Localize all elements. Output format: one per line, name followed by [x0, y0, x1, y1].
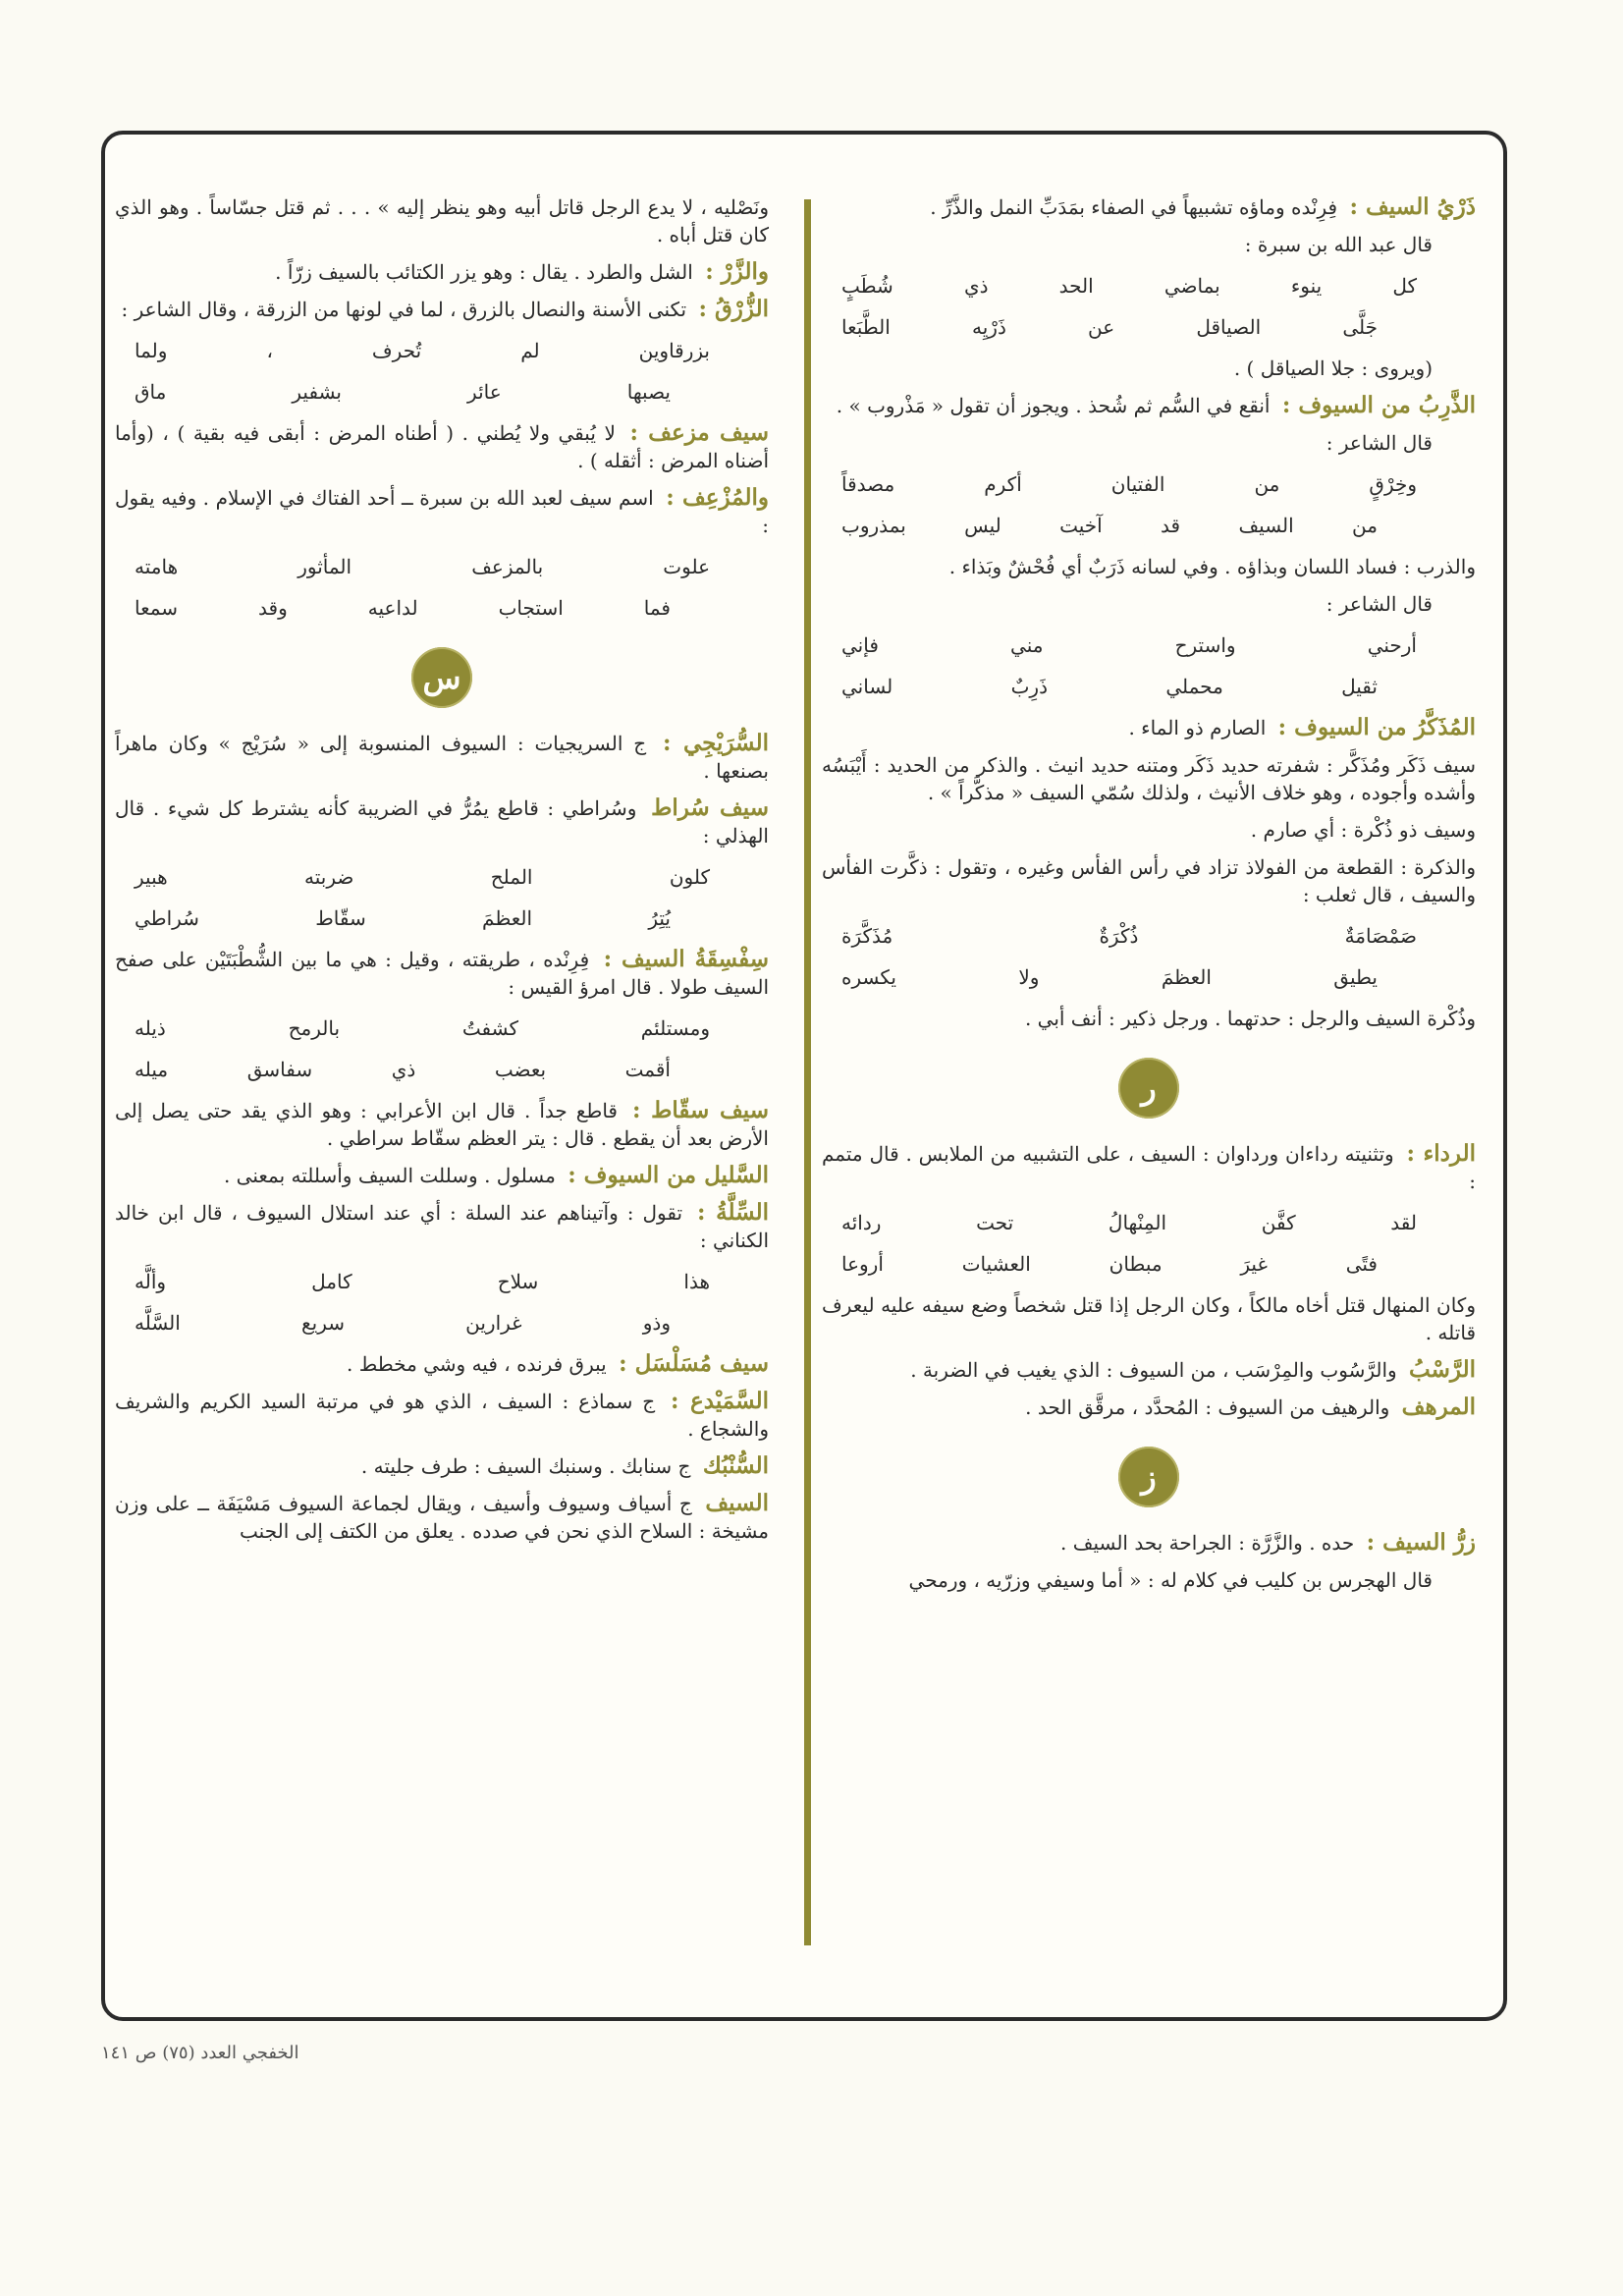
entry-text: ج السريجيات : السيوف المنسوبة إلى « سُرَيْج » وكان ماهراً بصنعها .: [115, 732, 769, 783]
entry-headword: زرُّ السيف :: [1366, 1529, 1476, 1556]
dictionary-entry: [115, 730, 769, 785]
dictionary-entry: [822, 1529, 1476, 1557]
page-footer: الخفجي العدد (٧٥) ص ١٤١: [101, 2043, 299, 2063]
entry-headword: الرَّسْبُ: [1409, 1356, 1476, 1383]
entry-headword: المرهف: [1401, 1394, 1476, 1420]
paragraph: [822, 816, 1476, 844]
entry-headword: السَّليل من السيوف :: [568, 1162, 769, 1188]
paragraph: [822, 231, 1476, 258]
entry-headword: المُذَكَّرُ من السيوف :: [1277, 714, 1476, 740]
verse-line: أقمت بعضب ذي سفاسق ميله: [135, 1058, 671, 1081]
dictionary-entry: [822, 1140, 1476, 1195]
entry-text: مسلول . وسللت السيف وأسللته بمعنى .: [223, 1164, 556, 1187]
entry-text: قال الهجرس بن كليب في كلام له : « أما وسيفي وزرّيه ، ورمحي: [908, 1568, 1433, 1592]
verse-line: بزرقاوين لم تُحرف ، ولما: [135, 339, 710, 362]
poem-verse: [822, 470, 1476, 539]
dictionary-entry: [115, 1097, 769, 1152]
dictionary-entry: [115, 1388, 769, 1443]
entry-headword: سيف سُراط: [651, 794, 770, 821]
entry-text: وسُراطي : قاطع يمُرُّ في الضريبة كأنه يشترط كل شيء . قال الهذلي :: [115, 796, 769, 847]
verse-line: كلون الملح ضربته هبير: [135, 865, 710, 889]
entry-headword: السُّرَيْجِي :: [662, 730, 769, 756]
entry-text: والرَّسُوب والمِرْسَب ، من السيوف : الذي يغيب في الضربة .: [910, 1358, 1397, 1382]
verse-line: يُتِرُ العظمَ سقّاط سُراطي: [135, 906, 671, 930]
dictionary-entry: [822, 392, 1476, 419]
poem-verse: [822, 631, 1476, 700]
verse-line: جَلَّى الصياقل عن ذَرْيِه الطَّبَعا: [841, 315, 1378, 339]
poem-verse: [115, 553, 769, 622]
verse-line: كل ينوء بماضي الحد ذي شُطَبٍ: [841, 274, 1417, 298]
entry-headword: والزَّرْ :: [705, 258, 769, 285]
entry-headword: ذَرْيُ السيف :: [1349, 193, 1476, 220]
entry-text: فِرِنْده ، طريقته ، وقيل : هي ما بين الشُّطْبَتَيْن على صفح السيف طولا . قال امرؤ القيس :: [115, 948, 769, 999]
entry-text: والذرب : فساد اللسان وبذاؤه . وفي لسانه ذَرَبٌ أي فُحْشٌ وبَذاء .: [948, 555, 1476, 578]
poem-verse: [115, 1268, 769, 1337]
verse-line: وذو غرارين سريع السَّلَّه: [135, 1311, 671, 1335]
entry-text: حده . والزَّرَّة : الجراحة بحد السيف .: [1060, 1531, 1355, 1555]
entry-headword: السُّنْبُك: [702, 1452, 769, 1479]
verse-line: يطيق العظمَ ولا يكسره: [841, 965, 1378, 989]
entry-headword: سيف مُسَلْسَل :: [619, 1350, 769, 1377]
paragraph: [822, 429, 1476, 457]
verse-line: فما استجاب لداعيه وقد سمعا: [135, 596, 671, 620]
entry-text: قال عبد الله بن سبرة :: [1244, 233, 1433, 256]
entry-headword: سِفْسِقَةُ السيف :: [603, 946, 770, 972]
entry-headword: السَّمَيْدع :: [671, 1388, 770, 1414]
entry-text: ونَصْليه ، لا يدع الرجل قاتل أبيه وهو ينظر إليه » . . . ثم قتل جسّاساً . وهو الذي كان قتل أباه .: [115, 195, 769, 246]
entry-text: الشل والطرد . يقال : وهو يزر الكتائب بالسيف زرّاً .: [275, 260, 693, 284]
entry-headword: الذَّرِبُ من السيوف :: [1281, 392, 1476, 418]
entry-text: وذُكْرة السيف والرجل : حدتهما . ورجل ذكير : أنف أبي .: [1024, 1007, 1476, 1030]
verse-line: من السيف قد آخيت ليس بمذروب: [841, 514, 1378, 537]
dictionary-entry: [115, 1199, 769, 1254]
entry-text: والذكرة : القطعة من الفولاذ تزاد في رأس الفأس وغيره ، وتقول : ذكَّرت الفأس والسيف ، قال ثعلب :: [822, 855, 1476, 906]
section-letter-emblem: س: [411, 647, 472, 708]
dictionary-entry: [115, 1350, 769, 1378]
entry-text: سيف ذَكَر ومُذَكَّر : شفرته حديد ذَكَر ومتنه حديد انيث . والذكر من الحديد : أَيْبَسُه وأشده وأجوده ، وهو خلاف الأنيث ، ولذلك سُمّي السيف « مذكَّراً » .: [822, 753, 1476, 804]
entry-text: والرهيف من السيوف : المُحدَّد ، مرقَّق الحد .: [1025, 1395, 1390, 1419]
entry-headword: الزُّرْقُ :: [698, 296, 769, 322]
entry-headword: الرداء :: [1406, 1140, 1476, 1167]
entry-text: قال الشاعر :: [1325, 592, 1433, 616]
verse-line: فتًى غيرَ مبطان العشيات أروعا: [841, 1252, 1378, 1276]
dictionary-entry: [822, 1394, 1476, 1421]
paragraph: [822, 1005, 1476, 1032]
entry-text: وكان المنهال قتل أخاه مالكاً ، وكان الرجل إذا قتل شخصاً وضع سيفه عليه ليعرف قاتله .: [822, 1293, 1476, 1344]
poem-verse: [115, 1014, 769, 1083]
entry-text: اسم سيف لعبد الله بن سبرة ــ أحد الفتاك في الإسلام . وفيه يقول :: [115, 486, 769, 537]
verse-line: يصبها عائر بشفير ماق: [135, 380, 671, 404]
dictionary-entry: [115, 1452, 769, 1480]
entry-text: الصارم ذو الماء .: [1128, 716, 1267, 739]
verse-line: ثقيل محملي ذَرِبٌ لساني: [841, 675, 1378, 698]
verse-line: وخِرْقٍ من الفتيان أكرم مصدقاً: [841, 472, 1417, 496]
entry-text: قاطع جداً . قال ابن الأعرابي : وهو الذي يقد حتى يصل إلى الأرض بعد أن يقطع . قال : يتر العظم سقّاط سراطي .: [115, 1099, 769, 1150]
paragraph: [822, 590, 1476, 618]
entry-text: أنقع في السُّم ثم شُحذ . ويجوز أن تقول « مَذْروب » .: [836, 394, 1271, 417]
dictionary-entry: [822, 1356, 1476, 1384]
dictionary-entry: [115, 1490, 769, 1545]
paragraph: [822, 355, 1476, 382]
column-divider: [804, 199, 811, 1945]
poem-verse: [822, 1209, 1476, 1278]
left-column: [115, 193, 769, 1997]
paragraph: [822, 751, 1476, 806]
entry-text: وتثنيته رداءان ورداوان : السيف ، على التشبيه من الملابس . قال متمم :: [822, 1142, 1476, 1193]
entry-text: لا يُبقي ولا يُطني . ( أطناه المرض : أبقى فيه بقية ) ، (وأما أضناه المرض : أثقله ) .: [115, 421, 769, 472]
entry-text: ج أسياف وسيوف وأسيف ، ويقال لجماعة السيوف مَسْيَفَة ــ على وزن مشيخة : السلاح الذي نحن في صدده . يعلق من الكتف إلى الجنب: [115, 1492, 769, 1543]
paragraph: [822, 553, 1476, 580]
entry-headword: والمُزْعِف :: [666, 484, 769, 511]
dictionary-entry: [115, 419, 769, 474]
entry-text: ج سنابك . وسنبك السيف : طرف جليته .: [360, 1454, 691, 1478]
article-frame: [101, 131, 1507, 2021]
dictionary-entry: [822, 714, 1476, 741]
poem-verse: [115, 337, 769, 406]
dictionary-entry: [115, 484, 769, 539]
paragraph: [822, 1291, 1476, 1346]
dictionary-entry: [822, 193, 1476, 221]
dictionary-entry: [115, 296, 769, 323]
dictionary-entry: [115, 794, 769, 849]
poem-verse: [822, 922, 1476, 991]
poem-verse: [822, 272, 1476, 341]
section-letter-emblem: ز: [1118, 1447, 1179, 1507]
dictionary-entry: [115, 946, 769, 1001]
verse-line: أرحني واسترح مني فإني: [841, 633, 1417, 657]
verse-line: هذا سلاح كامل وألَّه: [135, 1270, 710, 1293]
entry-text: فِرِنْده وماؤه تشبيهاً في الصفاء بمَدَبِّ النمل والذَّرِّ .: [930, 195, 1338, 219]
entry-text: وسيف ذو ذُكْرة : أي صارم .: [1250, 818, 1476, 842]
entry-headword: سيف سقّاط :: [632, 1097, 769, 1123]
entry-text: يبرق فرنده ، فيه وشي مخطط .: [347, 1352, 607, 1376]
dictionary-entry: [115, 1162, 769, 1189]
entry-headword: السِّلَّةُ :: [697, 1199, 769, 1226]
entry-text: تكنى الأسنة والنصال بالزرق ، لما في لونها من الزرقة ، وقال الشاعر :: [121, 298, 687, 321]
dictionary-entry: [115, 258, 769, 286]
entry-text: قال الشاعر :: [1325, 431, 1433, 455]
verse-line: علوت بالمزعف المأثور هامته: [135, 555, 710, 578]
entry-text: (ويروى : جلا الصياقل ) .: [1233, 356, 1433, 380]
paragraph: [115, 193, 769, 248]
entry-headword: سيف مزعف :: [629, 419, 770, 446]
entry-headword: السيف: [705, 1490, 770, 1516]
verse-line: لقد كفَّن المِنْهالُ تحت ردائه: [841, 1211, 1417, 1234]
paragraph: [822, 853, 1476, 908]
section-letter-emblem: ر: [1118, 1058, 1179, 1119]
poem-verse: [115, 863, 769, 932]
entry-text: ج سماذع : السيف ، الذي هو في مرتبة السيد الكريم والشريف والشجاع .: [115, 1390, 769, 1441]
verse-line: ومستلئم كشفتُ بالرمح ذيله: [135, 1016, 710, 1040]
paragraph: [822, 1566, 1476, 1594]
entry-text: تقول : وآتيناهم عند السلة : أي عند استلال السيوف ، قال ابن خالد الكناني :: [115, 1201, 769, 1252]
right-column: [822, 193, 1476, 1997]
verse-line: صَمْصَامَةٌ ذُكْرَةٌ مُذَكَّرَة: [841, 924, 1417, 948]
